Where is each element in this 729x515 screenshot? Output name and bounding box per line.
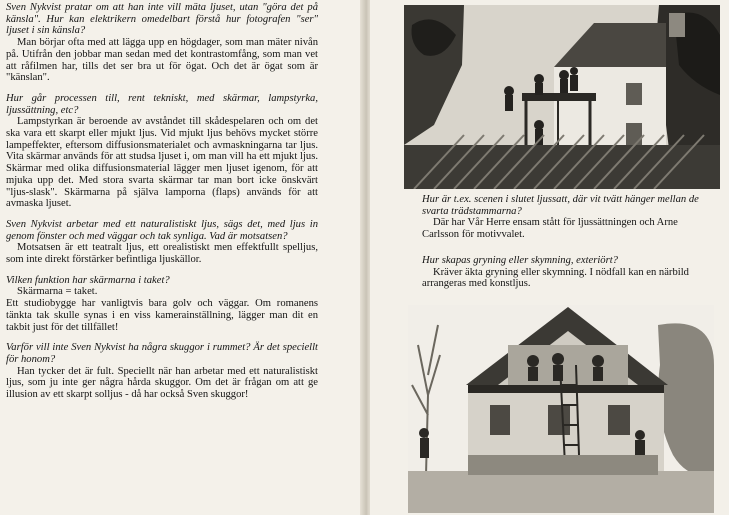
interview-answer: Skärmarna = taket. — [17, 286, 98, 298]
interview-column — [6, 2, 318, 401]
right-page — [370, 0, 729, 515]
house-scaffold-photo — [404, 5, 720, 189]
dawn-question: Hur skapas gryning eller skymning, exteriört? — [422, 255, 618, 266]
dawn-answer: Kräver äkta gryning eller skymning. I nödfall kan en närbild arrangeras med konstljus. — [422, 266, 689, 290]
interview-answer: Man börjar ofta med att lägga upp en högdager, som man mäter nivån på. Utifrån den jobbar man sedan med det kontrastomfång, som man vet att råfilmen har, tills det ser bra ut för ögat. Och det är ögat som är "känslan". — [6, 37, 318, 84]
interview-answer: Motsatsen är ett teatralt ljus, ett orealistiskt men effektfullt spelljus, som inte direkt förstärker befintliga ljuskällor. — [6, 242, 318, 266]
interview-answer: Ett studiobygge har vanligtvis bara golv och väggar. Om romanens tänkta tak skulle synas i en viss kamerainställning, lägger man dit en takbit just för det tillfället! — [6, 298, 318, 333]
interview-question: Sven Nykvist pratar om att han inte vill mäta ljuset, utan "göra det på känsla". Hur kan elektrikern omedelbart förstå hur fotografen "ser" ljuset i sin känsla? — [6, 2, 318, 37]
interview-question: Sven Nykvist arbetar med ett naturalistiskt ljus, sägs det, med ljus in genom fönster och med väggar och tak synliga. Vad är motsatsen? — [6, 218, 318, 242]
interview-answer: Han tycker det är fult. Speciellt när han arbetar med ett naturalistiskt ljus, som ju inte ger några hårda skuggor. Om det är frågan om att ge illusion av ett skarpt solljus - då har också Sven skuggor! — [6, 365, 318, 401]
interview-question: Vilken funktion har skärmarna i taket? — [6, 274, 170, 286]
dawn-qa — [422, 255, 716, 290]
house-set-photo — [408, 305, 714, 513]
caption-answer: Där har Vår Herre ensam stått för ljussättningen och Arne Carlsson för motivvalet. — [422, 217, 678, 241]
interview-question: Hur går processen till, rent tekniskt, med skärmar, lampstyrka, ljussättning, etc? — [6, 92, 318, 116]
caption-question: Hur är t.ex. scenen i slutet ljussatt, där vit tvätt hänger mellan de svarta trädstammarna? — [422, 194, 699, 217]
interview-answer: Lampstyrkan är beroende av avståndet till skådespelaren och om det ska vara ett skarpt eller mjukt ljus. Vid mjukt ljus behövs mycket större lampeffekter, eftersom diffusionsmaterialet och avmaskningarna tar ljus. Vita skärmar används för att studsa ljuset i, om man vill ha ett mjukt ljus. Skärmar med olika diffusionsmaterial lägger men ljuset igenom, för att mjuka upp det. Med stora svarta skärmar tar man bort icke önskvärt "ljus-slask". Skärmarna på själva lamporna (flaps) används för att avmaska ljuset. — [6, 116, 318, 210]
photo-caption — [422, 194, 716, 241]
interview-question: Varför vill inte Sven Nykvist ha några skuggor i rummet? Är det speciellt för honom? — [6, 342, 318, 365]
